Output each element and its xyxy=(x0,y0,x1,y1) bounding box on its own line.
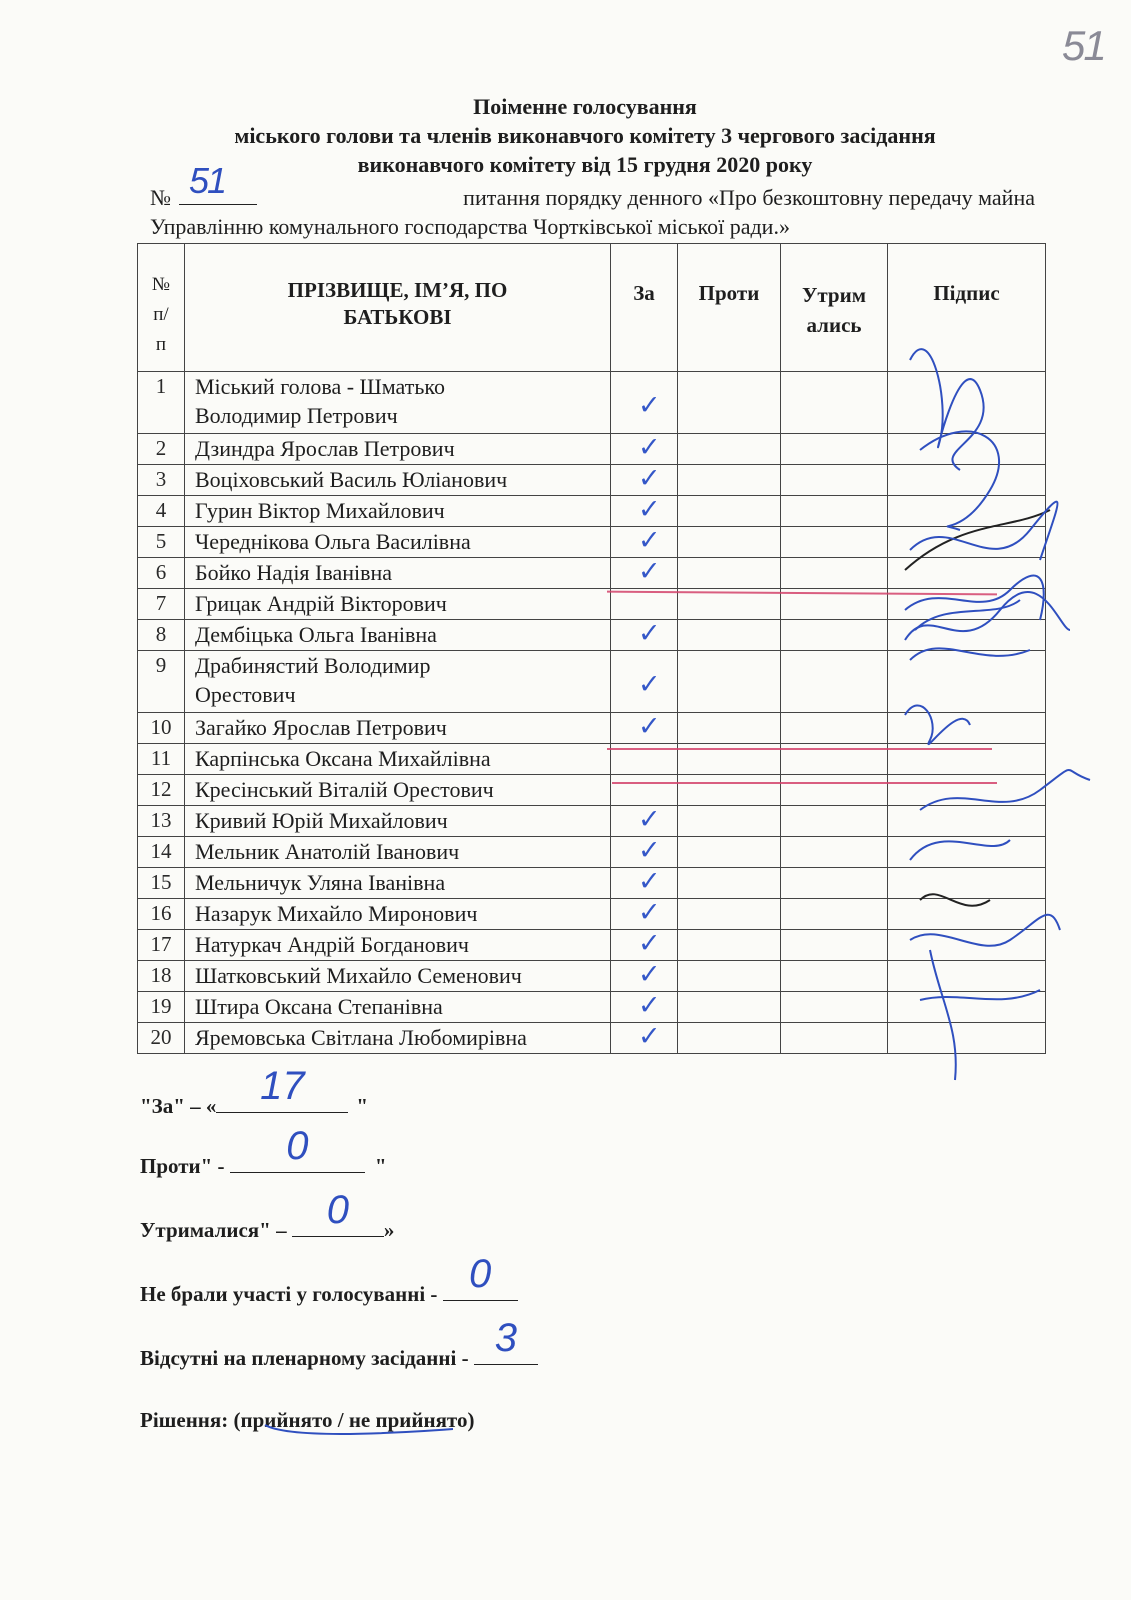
member-name: Бойко Надія Іванівна xyxy=(185,558,611,589)
row-number: 18 xyxy=(138,961,185,992)
vote-abstained-cell xyxy=(781,775,888,806)
vote-abstained-cell xyxy=(781,806,888,837)
checkmark-icon: ✓ xyxy=(638,618,661,649)
vote-against-cell xyxy=(678,961,781,992)
heading-line-1: Поіменне голосування xyxy=(473,94,697,119)
member-name: Штира Оксана Степанівна xyxy=(185,992,611,1023)
vote-for-cell xyxy=(611,806,678,837)
checkmark-icon: ✓ xyxy=(638,959,661,990)
vote-abstained-cell xyxy=(781,465,888,496)
row-number: 11 xyxy=(138,744,185,775)
vote-for-cell xyxy=(611,434,678,465)
vote-for-cell xyxy=(611,961,678,992)
result-absent: Відсутні на пленарному засіданні - 3 xyxy=(140,1342,538,1371)
member-name: Дембіцька Ольга Іванівна xyxy=(185,620,611,651)
vote-abstained-cell xyxy=(781,930,888,961)
row-number: 13 xyxy=(138,806,185,837)
row-number: 1 xyxy=(138,372,185,434)
checkmark-icon: ✓ xyxy=(638,928,661,959)
checkmark-icon: ✓ xyxy=(638,990,661,1021)
checkmark-icon: ✓ xyxy=(638,897,661,928)
heading-line-3: виконавчого комітету від 15 грудня 2020 року xyxy=(357,152,813,177)
member-name-line-1: Драбинястий Володимир xyxy=(195,653,431,678)
checkmark-icon: ✓ xyxy=(638,804,661,835)
vote-against-cell xyxy=(678,806,781,837)
checkmark-icon: ✓ xyxy=(638,556,661,587)
vote-against-cell xyxy=(678,434,781,465)
vote-for-cell xyxy=(611,775,678,806)
vote-abstained-cell xyxy=(781,434,888,465)
row-number: 16 xyxy=(138,899,185,930)
member-name-line-2: Володимир Петрович xyxy=(195,403,398,428)
question-text-line-2: Управлінню комунального господарства Чортківської міської ради.» xyxy=(150,214,790,239)
member-name: Карпінська Оксана Михайлівна xyxy=(185,744,611,775)
vote-abstained-cell xyxy=(781,713,888,744)
decision-line: Рішення: (прийнято / не прийнято) xyxy=(140,1408,475,1432)
member-name: Воціховський Василь Юліанович xyxy=(185,465,611,496)
checkmark-icon: ✓ xyxy=(638,390,661,421)
vote-abstained-cell xyxy=(781,372,888,434)
header-full-name: ПРІЗВИЩЕ, ІМ’Я, ПО БАТЬКОВІ xyxy=(185,244,611,372)
result-for-value: 17 xyxy=(260,1064,305,1108)
vote-for-cell xyxy=(611,527,678,558)
row-number: 8 xyxy=(138,620,185,651)
vote-abstained-cell xyxy=(781,558,888,589)
signatures-scribble xyxy=(900,300,1100,1100)
member-name xyxy=(185,651,611,713)
vote-abstained-cell xyxy=(781,837,888,868)
result-absent-value: 3 xyxy=(494,1316,517,1360)
vote-for-cell xyxy=(611,372,678,434)
handwritten-page-number: 51 xyxy=(1062,22,1105,69)
row-number: 9 xyxy=(138,651,185,713)
checkmark-icon: ✓ xyxy=(638,1021,661,1052)
checkmark-icon: ✓ xyxy=(638,866,661,897)
vote-against-cell xyxy=(678,713,781,744)
checkmark-icon: ✓ xyxy=(638,711,661,742)
vote-against-cell xyxy=(678,837,781,868)
vote-against-cell xyxy=(678,868,781,899)
vote-for-cell xyxy=(611,1023,678,1054)
row-number: 17 xyxy=(138,930,185,961)
member-name: Натуркач Андрій Богданович xyxy=(185,930,611,961)
vote-against-cell xyxy=(678,651,781,713)
vote-for-cell xyxy=(611,496,678,527)
member-name-line-1: Міський голова - Шматько xyxy=(195,374,445,399)
vote-abstained-cell xyxy=(781,496,888,527)
member-name: Кривий Юрій Михайлович xyxy=(185,806,611,837)
vote-abstained-cell xyxy=(781,992,888,1023)
member-name: Грицак Андрій Вікторович xyxy=(185,589,611,620)
result-for: "За" – « 17 " xyxy=(140,1064,369,1118)
vote-for-cell xyxy=(611,465,678,496)
vote-abstained-cell xyxy=(781,1023,888,1054)
vote-for-cell xyxy=(611,620,678,651)
vote-for-cell xyxy=(611,837,678,868)
row-number: 3 xyxy=(138,465,185,496)
vote-abstained-cell xyxy=(781,899,888,930)
row-number: 19 xyxy=(138,992,185,1023)
member-name: Мельник Анатолій Іванович xyxy=(185,837,611,868)
member-name: Назарук Михайло Миронович xyxy=(185,899,611,930)
header-against: Проти xyxy=(678,244,781,372)
vote-against-cell xyxy=(678,372,781,434)
vote-for-cell xyxy=(611,899,678,930)
vote-against-cell xyxy=(678,558,781,589)
member-name: Яремовська Світлана Любомирівна xyxy=(185,1023,611,1054)
question-number-blank xyxy=(179,160,257,205)
checkmark-icon: ✓ xyxy=(638,835,661,866)
result-abstained: Утрималися" – 0 » xyxy=(140,1188,395,1242)
header-number: № п/ п xyxy=(138,244,185,372)
vote-against-cell xyxy=(678,620,781,651)
result-not-voted-value: 0 xyxy=(469,1252,492,1296)
vote-for-cell xyxy=(611,930,678,961)
member-name: Дзиндра Ярослав Петрович xyxy=(185,434,611,465)
vote-against-cell xyxy=(678,465,781,496)
vote-against-cell xyxy=(678,899,781,930)
vote-for-cell xyxy=(611,558,678,589)
member-name xyxy=(185,372,611,434)
vote-for-cell xyxy=(611,868,678,899)
row-number: 10 xyxy=(138,713,185,744)
member-name: Кресінський Віталій Орестович xyxy=(185,775,611,806)
decision-underline-mark xyxy=(263,1421,458,1441)
question-number-label: № xyxy=(150,185,171,210)
vote-abstained-cell xyxy=(781,527,888,558)
member-name-line-2: Орестович xyxy=(195,682,296,707)
question-number-value: 51 xyxy=(189,160,226,201)
vote-abstained-cell xyxy=(781,961,888,992)
vote-against-cell xyxy=(678,930,781,961)
member-name: Гурин Віктор Михайлович xyxy=(185,496,611,527)
member-name: Загайко Ярослав Петрович xyxy=(185,713,611,744)
checkmark-icon: ✓ xyxy=(638,494,661,525)
vote-for-cell xyxy=(611,713,678,744)
result-against-value: 0 xyxy=(286,1124,309,1168)
row-number: 5 xyxy=(138,527,185,558)
row-number: 12 xyxy=(138,775,185,806)
vote-against-cell xyxy=(678,527,781,558)
member-name: Череднікова Ольга Василівна xyxy=(185,527,611,558)
document-heading xyxy=(140,92,1030,179)
header-signature: Підпис xyxy=(888,244,1046,372)
result-abstained-value: 0 xyxy=(326,1188,349,1232)
row-number: 14 xyxy=(138,837,185,868)
question-text-line-1: питання порядку денного «Про безкоштовну передачу майна xyxy=(463,185,1035,210)
row-number: 4 xyxy=(138,496,185,527)
header-for: За xyxy=(611,244,678,372)
vote-against-cell xyxy=(678,775,781,806)
header-abstained: Утрим ались xyxy=(781,244,888,372)
vote-abstained-cell xyxy=(781,620,888,651)
checkmark-icon: ✓ xyxy=(638,463,661,494)
checkmark-icon: ✓ xyxy=(638,525,661,556)
row-number: 15 xyxy=(138,868,185,899)
vote-for-cell xyxy=(611,992,678,1023)
row-number: 6 xyxy=(138,558,185,589)
result-against: Проти" - 0 " xyxy=(140,1124,387,1178)
row-number: 7 xyxy=(138,589,185,620)
vote-against-cell xyxy=(678,1023,781,1054)
member-name: Мельничук Уляна Іванівна xyxy=(185,868,611,899)
vote-for-cell xyxy=(611,589,678,620)
member-name: Шатковський Михайло Семенович xyxy=(185,961,611,992)
vote-abstained-cell xyxy=(781,868,888,899)
row-number: 20 xyxy=(138,1023,185,1054)
vote-against-cell xyxy=(678,992,781,1023)
row-number: 2 xyxy=(138,434,185,465)
vote-against-cell xyxy=(678,496,781,527)
checkmark-icon: ✓ xyxy=(638,669,661,700)
result-not-voted: Не брали участі у голосуванні - 0 xyxy=(140,1278,518,1307)
vote-abstained-cell xyxy=(781,651,888,713)
checkmark-icon: ✓ xyxy=(638,432,661,463)
heading-line-2: міського голови та членів виконавчого комітету 3 чергового засідання xyxy=(234,123,936,148)
vote-for-cell xyxy=(611,651,678,713)
